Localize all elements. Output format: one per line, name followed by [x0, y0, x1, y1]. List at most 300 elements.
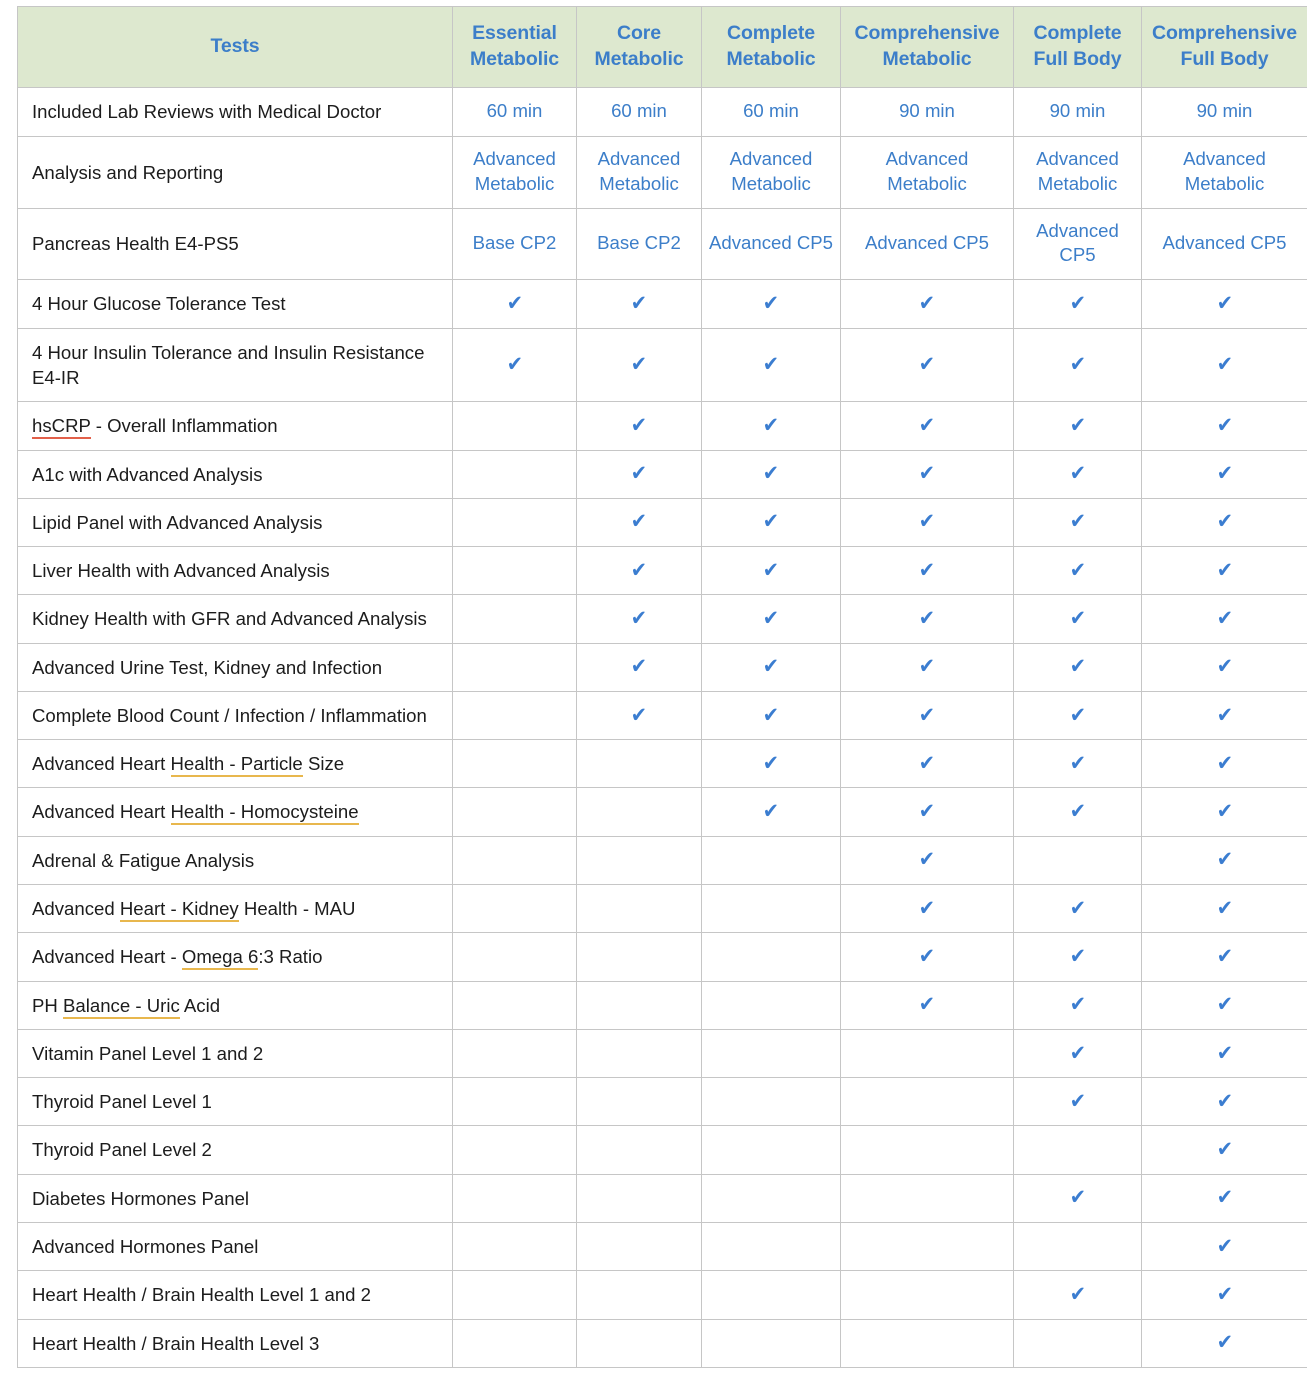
test-name-cell: [18, 740, 453, 788]
header-row: [18, 7, 1307, 88]
plan-check-cell: [1014, 933, 1142, 981]
plan-empty-cell: [453, 402, 577, 450]
table-row: [18, 836, 1307, 884]
table-row: [18, 1126, 1307, 1174]
plan-check-cell: [1014, 450, 1142, 498]
plan-empty-cell: [702, 1029, 841, 1077]
test-name-cell: [18, 88, 453, 136]
test-name-cell: [18, 1029, 453, 1077]
plan-value-cell: 90 min: [1014, 88, 1142, 136]
check-icon: ✔: [1216, 1284, 1232, 1305]
check-icon: ✔: [1216, 1139, 1232, 1160]
plan-empty-cell: [577, 740, 702, 788]
plan-check-cell: [702, 740, 841, 788]
plan-check-cell: [702, 788, 841, 836]
check-icon: ✔: [1069, 560, 1085, 581]
test-name-cell: [18, 643, 453, 691]
test-name-text: Advanced Urine Test, Kidney and Infection: [32, 657, 382, 678]
plan-check-cell: [1014, 1078, 1142, 1126]
plan-empty-cell: [453, 1271, 577, 1319]
plan-comparison-table: [17, 6, 1307, 1368]
check-icon: ✔: [919, 463, 935, 484]
table-row: [18, 1174, 1307, 1222]
plan-check-cell: [841, 981, 1014, 1029]
check-icon: ✔: [1216, 560, 1232, 581]
column-header-line: Metabolic: [470, 48, 559, 70]
column-header-plan-4: [841, 7, 1014, 88]
test-name-text: Heart Health / Brain Health Level 1 and 2: [32, 1284, 371, 1305]
column-header-line: Metabolic: [594, 48, 683, 70]
test-name-cell: [18, 836, 453, 884]
check-icon: ✔: [1216, 354, 1232, 375]
column-header-line: Metabolic: [726, 48, 815, 70]
plan-check-cell: [702, 280, 841, 328]
table-row: [18, 498, 1307, 546]
table-body: [18, 88, 1307, 1367]
table-row: [18, 643, 1307, 691]
table-row: [18, 136, 1307, 208]
check-icon: ✔: [763, 415, 779, 436]
plan-empty-cell: [453, 450, 577, 498]
plan-check-cell: [1014, 498, 1142, 546]
check-icon: ✔: [1069, 801, 1085, 822]
plan-check-cell: [1142, 450, 1307, 498]
plan-empty-cell: [453, 1223, 577, 1271]
plan-check-cell: [1014, 1029, 1142, 1077]
plan-check-cell: [702, 328, 841, 402]
check-icon: ✔: [631, 511, 647, 532]
plan-value-cell: Advanced CP5: [702, 208, 841, 280]
check-icon: ✔: [919, 994, 935, 1015]
plan-empty-cell: [453, 595, 577, 643]
check-icon: ✔: [1216, 293, 1232, 314]
test-name-cell: [18, 498, 453, 546]
plan-check-cell: [1014, 547, 1142, 595]
column-header-line: Full Body: [1181, 48, 1269, 70]
test-name-cell: [18, 691, 453, 739]
check-icon: ✔: [1069, 898, 1085, 919]
test-name-text: Advanced Heart: [32, 801, 171, 822]
check-icon: ✔: [1216, 705, 1232, 726]
test-name-cell: [18, 981, 453, 1029]
check-icon: ✔: [1216, 656, 1232, 677]
test-name-text: - Overall Inflammation: [91, 415, 278, 436]
grammarcheck-underline: Heart - Kidney: [120, 898, 239, 922]
test-name-cell: [18, 1319, 453, 1367]
table-row: [18, 1319, 1307, 1367]
plan-empty-cell: [577, 933, 702, 981]
check-icon: ✔: [763, 560, 779, 581]
plan-check-cell: [702, 595, 841, 643]
plan-value-cell: Advanced Metabolic: [702, 136, 841, 208]
table-row: [18, 981, 1307, 1029]
table-row: [18, 1271, 1307, 1319]
check-icon: ✔: [919, 849, 935, 870]
check-icon: ✔: [919, 560, 935, 581]
table-row: [18, 1223, 1307, 1271]
plan-check-cell: [702, 691, 841, 739]
plan-check-cell: [841, 933, 1014, 981]
plan-check-cell: [1142, 885, 1307, 933]
plan-empty-cell: [1014, 836, 1142, 884]
plan-check-cell: [1014, 788, 1142, 836]
test-name-cell: [18, 1078, 453, 1126]
plan-check-cell: [577, 328, 702, 402]
test-name-text: Pancreas Health E4-PS5: [32, 233, 239, 254]
plan-empty-cell: [702, 981, 841, 1029]
check-icon: ✔: [1216, 608, 1232, 629]
check-icon: ✔: [1216, 898, 1232, 919]
plan-check-cell: [577, 595, 702, 643]
plan-empty-cell: [702, 1078, 841, 1126]
check-icon: ✔: [763, 753, 779, 774]
plan-empty-cell: [577, 885, 702, 933]
test-name-text: Health - MAU: [239, 898, 356, 919]
check-icon: ✔: [1216, 511, 1232, 532]
plan-empty-cell: [453, 1126, 577, 1174]
test-name-cell: [18, 1271, 453, 1319]
test-name-text: Size: [303, 753, 344, 774]
check-icon: ✔: [1216, 849, 1232, 870]
plan-check-cell: [1014, 595, 1142, 643]
plan-check-cell: [841, 788, 1014, 836]
plan-empty-cell: [453, 498, 577, 546]
plan-value-cell: 60 min: [702, 88, 841, 136]
plan-check-cell: [453, 328, 577, 402]
plan-empty-cell: [577, 1319, 702, 1367]
plan-check-cell: [1142, 836, 1307, 884]
grammarcheck-underline: Health - Particle: [171, 753, 303, 777]
plan-empty-cell: [702, 933, 841, 981]
column-header-plan-1: [453, 7, 577, 88]
check-icon: ✔: [763, 354, 779, 375]
check-icon: ✔: [1069, 705, 1085, 726]
plan-empty-cell: [453, 933, 577, 981]
plan-empty-cell: [577, 1126, 702, 1174]
test-name-cell: [18, 136, 453, 208]
plan-empty-cell: [702, 836, 841, 884]
check-icon: ✔: [631, 354, 647, 375]
check-icon: ✔: [763, 463, 779, 484]
plan-check-cell: [1142, 1174, 1307, 1222]
check-icon: ✔: [1216, 1091, 1232, 1112]
plan-check-cell: [1142, 643, 1307, 691]
check-icon: ✔: [763, 608, 779, 629]
plan-check-cell: [702, 450, 841, 498]
plan-empty-cell: [577, 1174, 702, 1222]
plan-empty-cell: [702, 1174, 841, 1222]
plan-check-cell: [1142, 740, 1307, 788]
plan-check-cell: [841, 328, 1014, 402]
check-icon: ✔: [1069, 511, 1085, 532]
plan-check-cell: [1142, 280, 1307, 328]
plan-empty-cell: [577, 1223, 702, 1271]
plan-check-cell: [1014, 328, 1142, 402]
plan-empty-cell: [702, 885, 841, 933]
check-icon: ✔: [631, 463, 647, 484]
plan-check-cell: [1014, 1174, 1142, 1222]
check-icon: ✔: [919, 946, 935, 967]
test-name-text: Heart Health / Brain Health Level 3: [32, 1333, 319, 1354]
spellcheck-underline: hsCRP: [32, 415, 91, 439]
plan-empty-cell: [702, 1271, 841, 1319]
column-header-plan-3: [702, 7, 841, 88]
plan-check-cell: [1142, 328, 1307, 402]
check-icon: ✔: [506, 293, 522, 314]
check-icon: ✔: [631, 608, 647, 629]
test-name-cell: [18, 450, 453, 498]
plan-check-cell: [1142, 933, 1307, 981]
check-icon: ✔: [631, 656, 647, 677]
plan-empty-cell: [841, 1029, 1014, 1077]
plan-empty-cell: [841, 1271, 1014, 1319]
check-icon: ✔: [1069, 354, 1085, 375]
test-name-text: :3 Ratio: [258, 946, 322, 967]
test-name-text: Thyroid Panel Level 2: [32, 1139, 212, 1160]
plan-check-cell: [702, 402, 841, 450]
plan-empty-cell: [577, 788, 702, 836]
table-row: [18, 280, 1307, 328]
plan-empty-cell: [453, 740, 577, 788]
check-icon: ✔: [1069, 946, 1085, 967]
test-name-cell: [18, 1174, 453, 1222]
check-icon: ✔: [919, 511, 935, 532]
check-icon: ✔: [1069, 415, 1085, 436]
test-name-text: Included Lab Reviews with Medical Doctor: [32, 101, 381, 122]
plan-check-cell: [841, 595, 1014, 643]
check-icon: ✔: [1216, 1187, 1232, 1208]
plan-value-cell: Advanced Metabolic: [1014, 136, 1142, 208]
test-name-text: Advanced: [32, 898, 120, 919]
table-row: [18, 740, 1307, 788]
plan-check-cell: [1142, 547, 1307, 595]
plan-value-cell: Advanced Metabolic: [453, 136, 577, 208]
plan-empty-cell: [841, 1174, 1014, 1222]
plan-empty-cell: [453, 885, 577, 933]
plan-empty-cell: [453, 1078, 577, 1126]
check-icon: ✔: [919, 801, 935, 822]
plan-check-cell: [841, 740, 1014, 788]
plan-empty-cell: [702, 1223, 841, 1271]
plan-check-cell: [1014, 1271, 1142, 1319]
test-name-text: Advanced Heart -: [32, 946, 182, 967]
plan-empty-cell: [577, 1078, 702, 1126]
table-row: [18, 788, 1307, 836]
check-icon: ✔: [1069, 608, 1085, 629]
plan-empty-cell: [1014, 1126, 1142, 1174]
column-header-plan-2: [577, 7, 702, 88]
check-icon: ✔: [1216, 463, 1232, 484]
check-icon: ✔: [919, 753, 935, 774]
plan-check-cell: [1142, 402, 1307, 450]
test-name-text: Adrenal & Fatigue Analysis: [32, 850, 254, 871]
check-icon: ✔: [631, 293, 647, 314]
check-icon: ✔: [1069, 293, 1085, 314]
check-icon: ✔: [1069, 1043, 1085, 1064]
plan-empty-cell: [841, 1223, 1014, 1271]
column-header-line: Essential: [472, 22, 557, 44]
plan-value-cell: 60 min: [453, 88, 577, 136]
check-icon: ✔: [1216, 1332, 1232, 1353]
check-icon: ✔: [1069, 1187, 1085, 1208]
check-icon: ✔: [919, 415, 935, 436]
column-header-line: Complete: [1033, 22, 1121, 44]
plan-empty-cell: [577, 1271, 702, 1319]
column-header-tests: [18, 7, 453, 88]
plan-empty-cell: [453, 981, 577, 1029]
plan-check-cell: [702, 498, 841, 546]
check-icon: ✔: [1216, 1236, 1232, 1257]
check-icon: ✔: [763, 801, 779, 822]
plan-check-cell: [841, 691, 1014, 739]
check-icon: ✔: [1216, 415, 1232, 436]
test-name-text: Acid: [180, 995, 220, 1016]
table-row: [18, 1078, 1307, 1126]
test-name-text: Liver Health with Advanced Analysis: [32, 560, 330, 581]
check-icon: ✔: [631, 415, 647, 436]
plan-check-cell: [1014, 280, 1142, 328]
test-name-cell: [18, 885, 453, 933]
grammarcheck-underline: Balance - Uric: [63, 995, 180, 1019]
plan-value-cell: Advanced CP5: [1142, 208, 1307, 280]
plan-check-cell: [1142, 981, 1307, 1029]
plan-check-cell: [841, 498, 1014, 546]
check-icon: ✔: [1069, 1284, 1085, 1305]
plan-check-cell: [841, 885, 1014, 933]
table-row: [18, 1029, 1307, 1077]
test-name-text: Advanced Hormones Panel: [32, 1236, 258, 1257]
check-icon: ✔: [763, 293, 779, 314]
plan-value-cell: Base CP2: [577, 208, 702, 280]
plan-check-cell: [453, 280, 577, 328]
column-header-line: Comprehensive: [1152, 22, 1297, 44]
plan-value-cell: Base CP2: [453, 208, 577, 280]
table-header: [18, 7, 1307, 88]
plan-check-cell: [1142, 595, 1307, 643]
plan-check-cell: [1142, 1271, 1307, 1319]
column-header-line: Full Body: [1034, 48, 1122, 70]
plan-value-cell: Advanced CP5: [841, 208, 1014, 280]
plan-value-cell: 90 min: [841, 88, 1014, 136]
plan-empty-cell: [702, 1126, 841, 1174]
test-name-cell: [18, 595, 453, 643]
plan-check-cell: [1142, 498, 1307, 546]
plan-check-cell: [577, 450, 702, 498]
table-row: [18, 595, 1307, 643]
plan-empty-cell: [453, 1029, 577, 1077]
plan-empty-cell: [453, 691, 577, 739]
check-icon: ✔: [506, 354, 522, 375]
plan-value-cell: 90 min: [1142, 88, 1307, 136]
test-name-text: Diabetes Hormones Panel: [32, 1188, 249, 1209]
test-name-cell: [18, 402, 453, 450]
plan-check-cell: [577, 498, 702, 546]
test-name-text: 4 Hour Insulin Tolerance and Insulin Resistance E4-IR: [32, 342, 424, 388]
test-name-cell: [18, 788, 453, 836]
check-icon: ✔: [763, 705, 779, 726]
check-icon: ✔: [1216, 1043, 1232, 1064]
plan-empty-cell: [453, 1174, 577, 1222]
plan-check-cell: [1142, 1223, 1307, 1271]
plan-value-cell: Advanced CP5: [1014, 208, 1142, 280]
check-icon: ✔: [1216, 801, 1232, 822]
test-name-cell: [18, 1126, 453, 1174]
table-row: [18, 547, 1307, 595]
plan-check-cell: [1142, 1126, 1307, 1174]
test-name-cell: [18, 933, 453, 981]
plan-check-cell: [1014, 691, 1142, 739]
plan-empty-cell: [577, 981, 702, 1029]
test-name-text: Analysis and Reporting: [32, 162, 223, 183]
plan-empty-cell: [453, 1319, 577, 1367]
test-name-cell: [18, 1223, 453, 1271]
test-name-cell: [18, 328, 453, 402]
plan-check-cell: [577, 547, 702, 595]
plan-check-cell: [577, 643, 702, 691]
check-icon: ✔: [1216, 753, 1232, 774]
check-icon: ✔: [631, 705, 647, 726]
plan-empty-cell: [1014, 1319, 1142, 1367]
plan-check-cell: [1142, 1078, 1307, 1126]
plan-empty-cell: [453, 547, 577, 595]
plan-check-cell: [1014, 885, 1142, 933]
table-row: [18, 208, 1307, 280]
plan-check-cell: [577, 691, 702, 739]
test-name-text: Lipid Panel with Advanced Analysis: [32, 512, 322, 533]
grammarcheck-underline: Omega 6: [182, 946, 258, 970]
column-header-line: Metabolic: [882, 48, 971, 70]
plan-check-cell: [841, 402, 1014, 450]
test-name-text: A1c with Advanced Analysis: [32, 464, 263, 485]
check-icon: ✔: [919, 293, 935, 314]
plan-empty-cell: [453, 643, 577, 691]
test-name-text: Kidney Health with GFR and Advanced Analysis: [32, 608, 427, 629]
plan-check-cell: [841, 450, 1014, 498]
test-name-text: 4 Hour Glucose Tolerance Test: [32, 293, 286, 314]
plan-empty-cell: [453, 788, 577, 836]
check-icon: ✔: [1216, 946, 1232, 967]
test-name-text: Complete Blood Count / Infection / Inflammation: [32, 705, 427, 726]
check-icon: ✔: [919, 705, 935, 726]
check-icon: ✔: [1069, 656, 1085, 677]
plan-check-cell: [577, 280, 702, 328]
check-icon: ✔: [631, 560, 647, 581]
plan-value-cell: Advanced Metabolic: [841, 136, 1014, 208]
plan-empty-cell: [702, 1319, 841, 1367]
plan-check-cell: [841, 280, 1014, 328]
plan-check-cell: [702, 547, 841, 595]
table-row: [18, 328, 1307, 402]
table-row: [18, 691, 1307, 739]
plan-check-cell: [1142, 1319, 1307, 1367]
column-header-line: Core: [617, 22, 661, 44]
check-icon: ✔: [1216, 994, 1232, 1015]
plan-empty-cell: [841, 1078, 1014, 1126]
plan-empty-cell: [1014, 1223, 1142, 1271]
check-icon: ✔: [1069, 753, 1085, 774]
check-icon: ✔: [919, 354, 935, 375]
plan-value-cell: Advanced Metabolic: [1142, 136, 1307, 208]
test-name-text: Advanced Heart: [32, 753, 171, 774]
plan-check-cell: [1142, 691, 1307, 739]
plan-check-cell: [577, 402, 702, 450]
check-icon: ✔: [763, 656, 779, 677]
plan-value-cell: Advanced Metabolic: [577, 136, 702, 208]
plan-value-cell: 60 min: [577, 88, 702, 136]
plan-check-cell: [1142, 788, 1307, 836]
plan-empty-cell: [577, 836, 702, 884]
plan-empty-cell: [453, 836, 577, 884]
